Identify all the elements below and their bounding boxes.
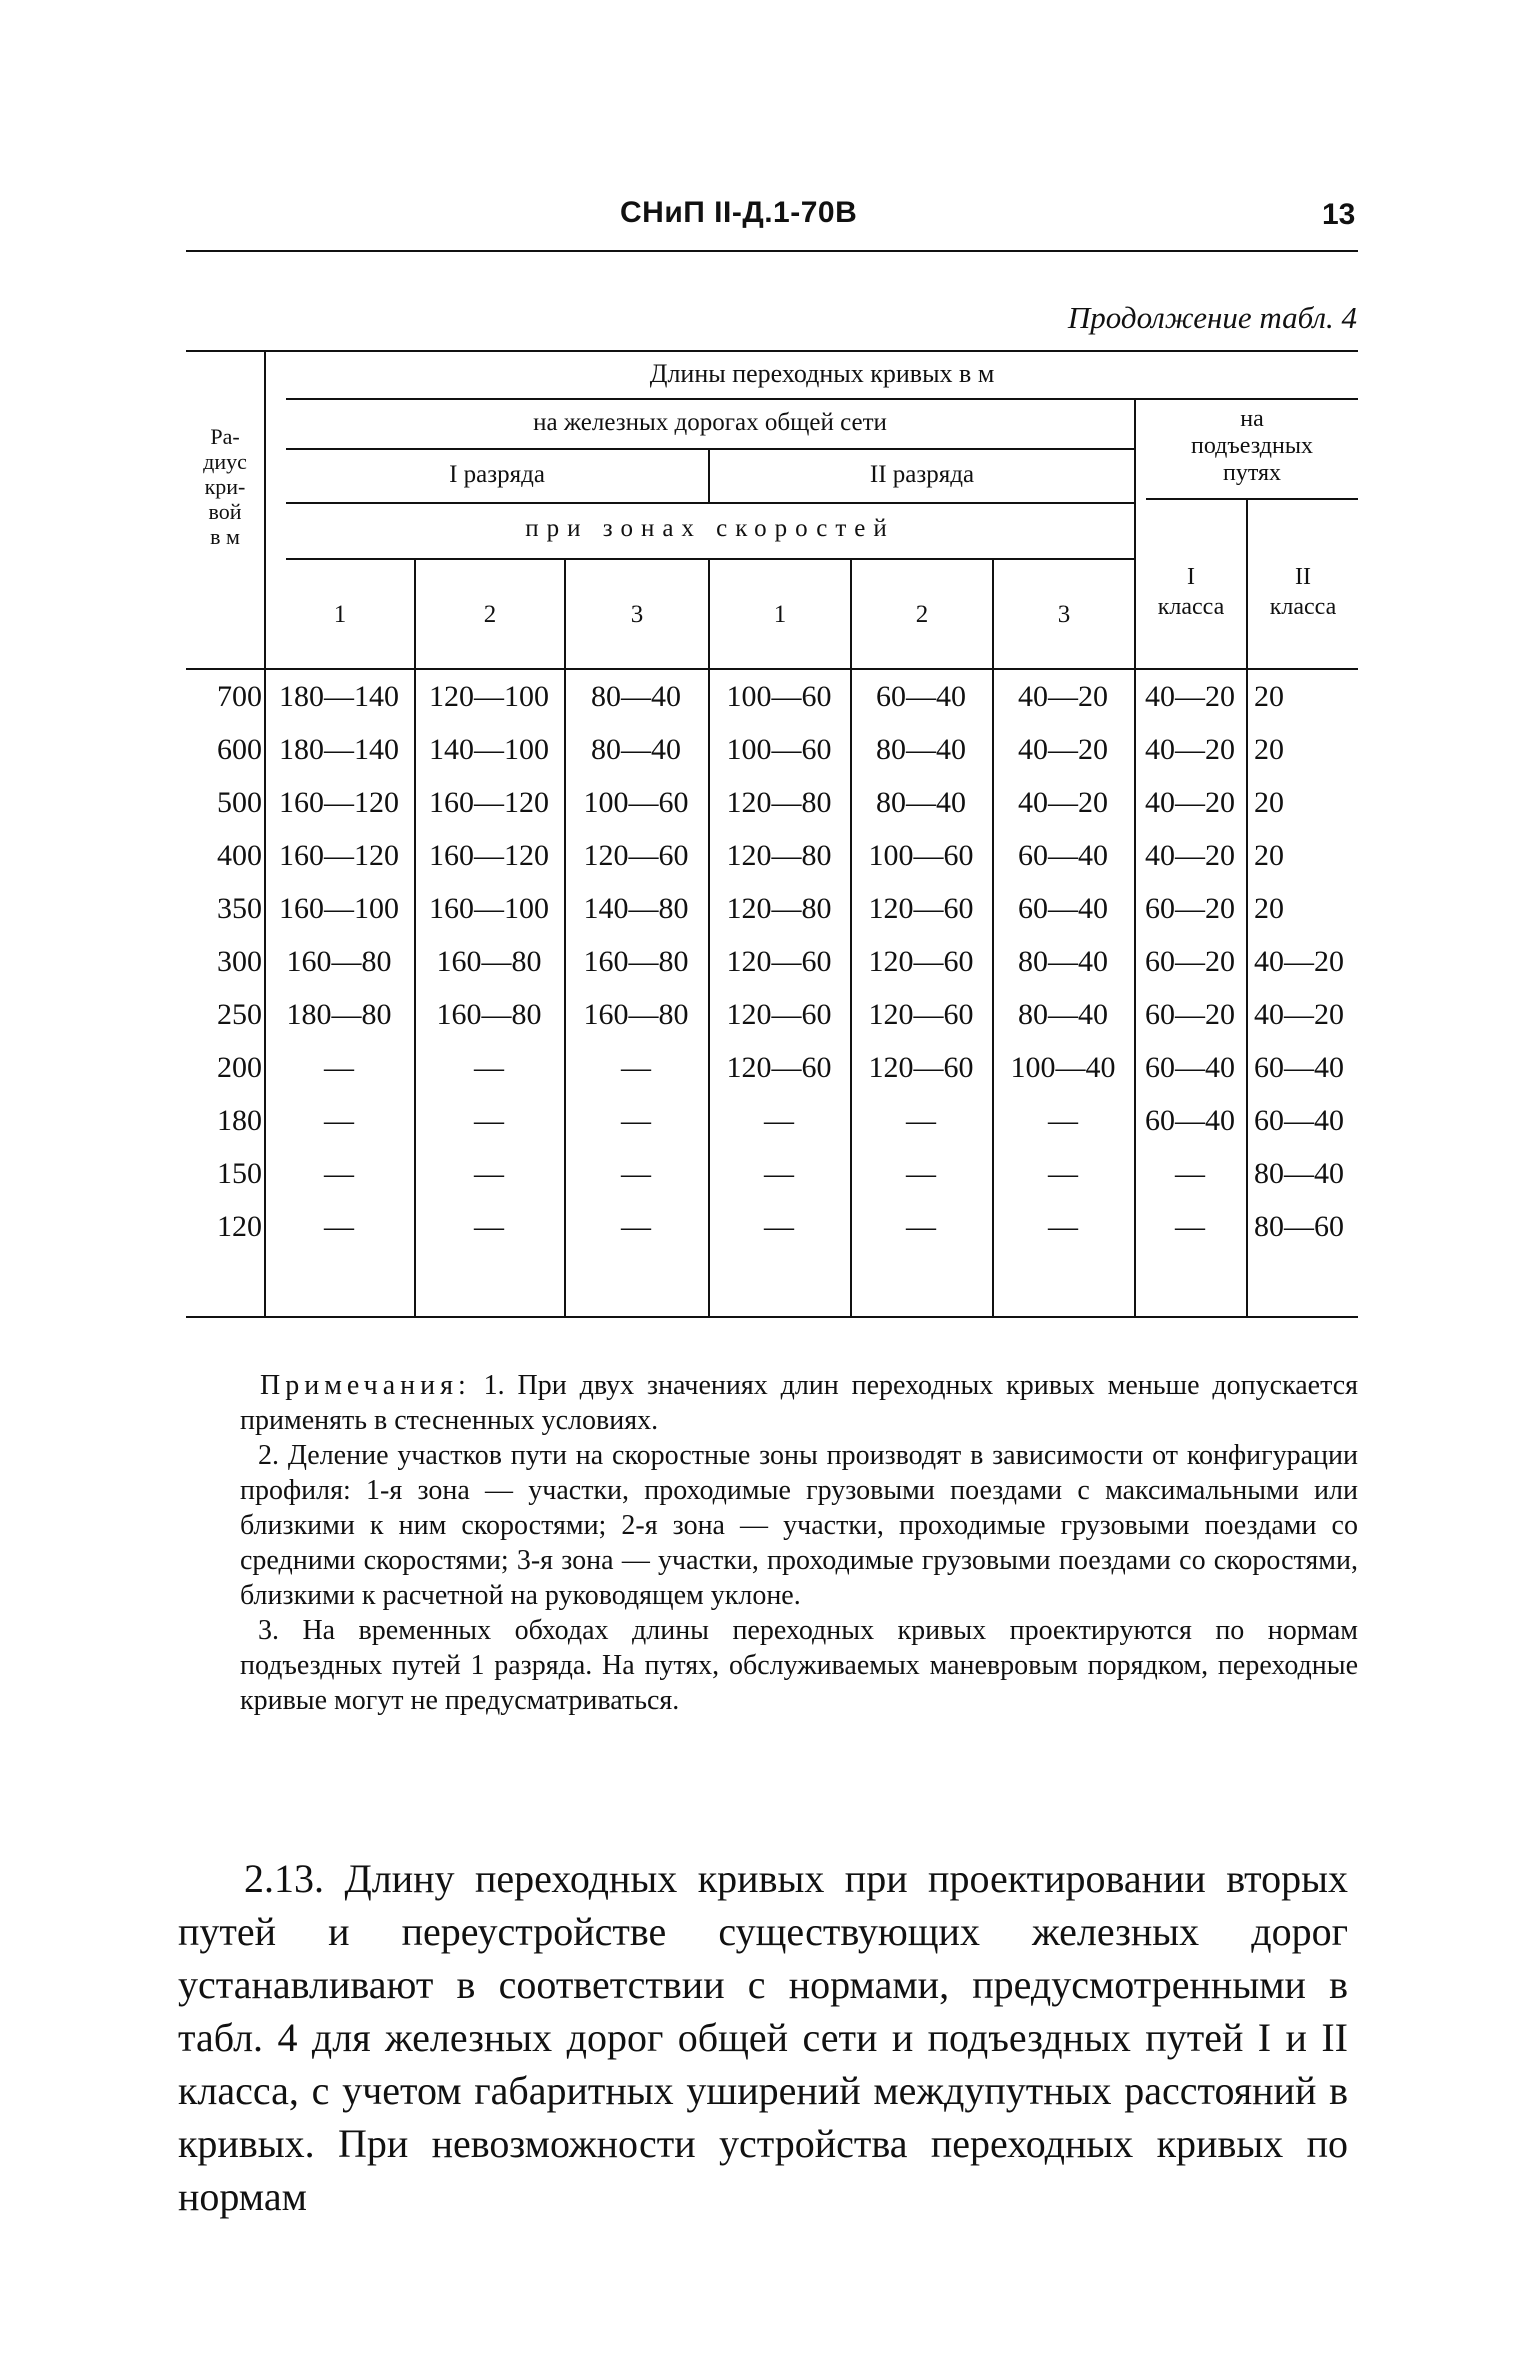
transition-curves-table — [186, 350, 1358, 1320]
length-cell: — — [1175, 1157, 1205, 1190]
length-cell: — — [1175, 1210, 1205, 1243]
length-cell: 60—40 — [1254, 1104, 1344, 1137]
note-2: 2. Деление участков пути на скоростные зоны производят в зависимости от конфигурации профиля: 1-я зона — участки, проходимые грузовыми поездами с максимальными или близкими к ним скоростями; 2-я зона — участки, проходимые грузовыми поездами со средними скоростями; 3-я зона — участки, проходимые грузовыми поездами со скоростями, близкими к расчетной на руководящем уклоне. — [240, 1440, 1358, 1611]
radius-value: 300 — [217, 945, 262, 978]
length-cell: 120—60 — [868, 998, 974, 1031]
length-cell: 40—20 — [1018, 786, 1108, 819]
zone-number: 1 — [773, 601, 787, 628]
length-cell: — — [324, 1051, 354, 1084]
radius-value: 120 — [217, 1210, 262, 1243]
length-cell: 160—80 — [436, 945, 542, 978]
length-cell: 100—60 — [583, 786, 689, 819]
header-rule-1 — [286, 398, 1358, 400]
length-cell: 60—40 — [1254, 1051, 1344, 1084]
header-bottom-rule — [186, 668, 1358, 670]
col-divider-2 — [564, 558, 566, 1316]
length-cell: 80—40 — [876, 733, 966, 766]
length-cell: 160—120 — [429, 839, 549, 872]
group-access-line: на — [1240, 406, 1264, 432]
col-divider-5 — [992, 558, 994, 1316]
length-cell: 160—100 — [429, 892, 549, 925]
length-cell: 60—40 — [1145, 1104, 1235, 1137]
length-cell: 160—80 — [286, 945, 392, 978]
length-cell: 40—20 — [1145, 786, 1235, 819]
length-cell: 100—60 — [726, 733, 832, 766]
group-access-tracks — [1146, 406, 1358, 487]
length-cell: 40—20 — [1145, 839, 1235, 872]
length-cell: 120—60 — [726, 1051, 832, 1084]
length-cell: 20 — [1254, 839, 1284, 872]
radius-value: 250 — [217, 998, 262, 1031]
length-cell: — — [621, 1157, 651, 1190]
length-cell: 80—40 — [1018, 945, 1108, 978]
length-cell: 120—80 — [726, 839, 832, 872]
length-cell: — — [764, 1157, 794, 1190]
length-cell: 180—140 — [279, 680, 399, 713]
length-cell: — — [324, 1210, 354, 1243]
length-cell: — — [1048, 1210, 1078, 1243]
length-cell: 120—60 — [583, 839, 689, 872]
header-rule-access — [1146, 498, 1358, 500]
length-cell: 160—120 — [279, 839, 399, 872]
note-3: 3. На временных обходах длины переходных кривых проектируются по нормам подъездных путей 1 разряда. На путях, обслуживаемых маневровым порядком, переходные кривые могут не предусматриваться. — [240, 1615, 1358, 1716]
group-access-line: путях — [1222, 460, 1282, 486]
length-cell: 80—40 — [591, 733, 681, 766]
main-paragraph — [178, 1852, 1348, 2223]
zone-number: 2 — [915, 601, 929, 628]
length-cell: 120—60 — [868, 1051, 974, 1084]
length-cell: 120—60 — [868, 892, 974, 925]
table-continuation-label: Продолжение табл. 4 — [1067, 300, 1357, 335]
access-class-line: II — [1295, 564, 1311, 590]
header-rule-2 — [286, 448, 1134, 450]
note-1 — [240, 1368, 1358, 1438]
length-cell: 40—20 — [1145, 680, 1235, 713]
length-cell: — — [764, 1210, 794, 1243]
radius-value: 400 — [217, 839, 262, 872]
length-cell: — — [324, 1157, 354, 1190]
length-cell: — — [474, 1104, 504, 1137]
length-cell: 60—40 — [1018, 892, 1108, 925]
table-title: Длины переходных кривых в м — [649, 359, 995, 388]
length-cell: 180—140 — [279, 733, 399, 766]
access-class-2-header — [1248, 562, 1358, 622]
length-cell: 60—20 — [1145, 998, 1235, 1031]
length-cell: — — [474, 1157, 504, 1190]
length-cell: 100—60 — [868, 839, 974, 872]
length-cell: 160—80 — [436, 998, 542, 1031]
length-cell: 60—20 — [1145, 945, 1235, 978]
length-cell: — — [906, 1210, 936, 1243]
length-cell: — — [621, 1051, 651, 1084]
length-cell: 120—60 — [726, 945, 832, 978]
length-cell: — — [906, 1104, 936, 1137]
length-cell: 160—120 — [279, 786, 399, 819]
zone-number: 1 — [333, 601, 347, 628]
col-divider-1 — [414, 558, 416, 1316]
header-rule-3 — [286, 502, 1134, 504]
length-cell: 80—40 — [1018, 998, 1108, 1031]
zone-number: 3 — [630, 601, 644, 628]
radius-value: 350 — [217, 892, 262, 925]
col-divider-4 — [850, 558, 852, 1316]
class-1-header: I разряда — [449, 461, 545, 488]
section-2-13: 2.13. Длину переходных кривых при проектировании вторых путей и переустройстве существующих железных дорог устанавливают в соответствии с нормами, предусмотренными в табл. 4 для железных дорог общей сети и подъездных путей I и II класса, с учетом габаритных уширений междупутных расстояний в кривых. При невозможности устройства переходных кривых по нормам — [178, 1856, 1348, 2219]
length-cell: — — [621, 1104, 651, 1137]
length-cell: 40—20 — [1254, 945, 1344, 978]
radius-value: 500 — [217, 786, 262, 819]
radius-header-line: диус — [203, 449, 247, 474]
note-1-text: 1. При двух значениях длин переходных кривых меньше допускается применять в стесненных условиях. — [240, 1370, 1358, 1436]
notes-section — [240, 1368, 1358, 1718]
length-cell: 40—20 — [1018, 733, 1108, 766]
zone-number: 2 — [483, 601, 497, 628]
length-cell: — — [621, 1210, 651, 1243]
length-cell: 20 — [1254, 892, 1284, 925]
length-cell: 140—100 — [429, 733, 549, 766]
length-cell: — — [1048, 1157, 1078, 1190]
access-class-line: класса — [1157, 594, 1225, 620]
length-cell: 40—20 — [1254, 998, 1344, 1031]
radius-header — [186, 424, 264, 549]
length-cell: 40—20 — [1018, 680, 1108, 713]
length-cell: 60—40 — [1145, 1051, 1235, 1084]
table-top-rule — [186, 350, 1358, 352]
length-cell: 20 — [1254, 733, 1284, 766]
length-cell: 120—60 — [868, 945, 974, 978]
zone-number: 3 — [1057, 601, 1071, 628]
group-access-line: подъездных — [1191, 433, 1313, 459]
length-cell: 120—80 — [726, 786, 832, 819]
header-rule — [186, 250, 1358, 252]
length-cell: 120—100 — [429, 680, 549, 713]
document-code: СНиП II-Д.1-70В — [620, 196, 858, 229]
radius-header-line: вой — [208, 499, 242, 524]
length-cell: 160—80 — [583, 945, 689, 978]
notes-label: Примечания: — [260, 1370, 471, 1401]
length-cell: 100—60 — [726, 680, 832, 713]
length-cell: 120—60 — [726, 998, 832, 1031]
radius-value: 700 — [217, 680, 262, 713]
radius-header-line: в м — [210, 524, 240, 549]
length-cell: 100—40 — [1010, 1051, 1116, 1084]
page-number: 13 — [1322, 198, 1356, 231]
radius-header-line: кри- — [204, 474, 246, 499]
class-2-header: II разряда — [869, 461, 975, 488]
length-cell: — — [474, 1210, 504, 1243]
access-class-1-header — [1136, 562, 1246, 622]
length-cell: 80—60 — [1254, 1210, 1344, 1243]
radius-header-line: Ра- — [210, 424, 240, 449]
length-cell: — — [474, 1051, 504, 1084]
length-cell: 160—120 — [429, 786, 549, 819]
access-class-line: класса — [1269, 594, 1337, 620]
length-cell: 120—80 — [726, 892, 832, 925]
radius-value: 150 — [217, 1157, 262, 1190]
length-cell: 60—20 — [1145, 892, 1235, 925]
length-cell: 180—80 — [286, 998, 392, 1031]
length-cell: 40—20 — [1145, 733, 1235, 766]
length-cell: 80—40 — [1254, 1157, 1344, 1190]
table-bottom-rule — [186, 1316, 1358, 1318]
length-cell: 20 — [1254, 680, 1284, 713]
length-cell: 160—80 — [583, 998, 689, 1031]
length-cell: 80—40 — [591, 680, 681, 713]
speed-zones-header: при зонах скоростей — [525, 515, 895, 542]
radius-value: 600 — [217, 733, 262, 766]
length-cell: — — [1048, 1104, 1078, 1137]
access-class-line: I — [1187, 564, 1195, 590]
radius-value: 200 — [217, 1051, 262, 1084]
length-cell: 140—80 — [583, 892, 689, 925]
length-cell: — — [764, 1104, 794, 1137]
length-cell: 60—40 — [1018, 839, 1108, 872]
length-cell: 160—100 — [279, 892, 399, 925]
length-cell: 80—40 — [876, 786, 966, 819]
group-general-network: на железных дорогах общей сети — [533, 409, 887, 436]
col-divider-3 — [708, 558, 710, 1316]
radius-value: 180 — [217, 1104, 262, 1137]
length-cell: 20 — [1254, 786, 1284, 819]
length-cell: — — [906, 1157, 936, 1190]
length-cell: 60—40 — [876, 680, 966, 713]
length-cell: — — [324, 1104, 354, 1137]
